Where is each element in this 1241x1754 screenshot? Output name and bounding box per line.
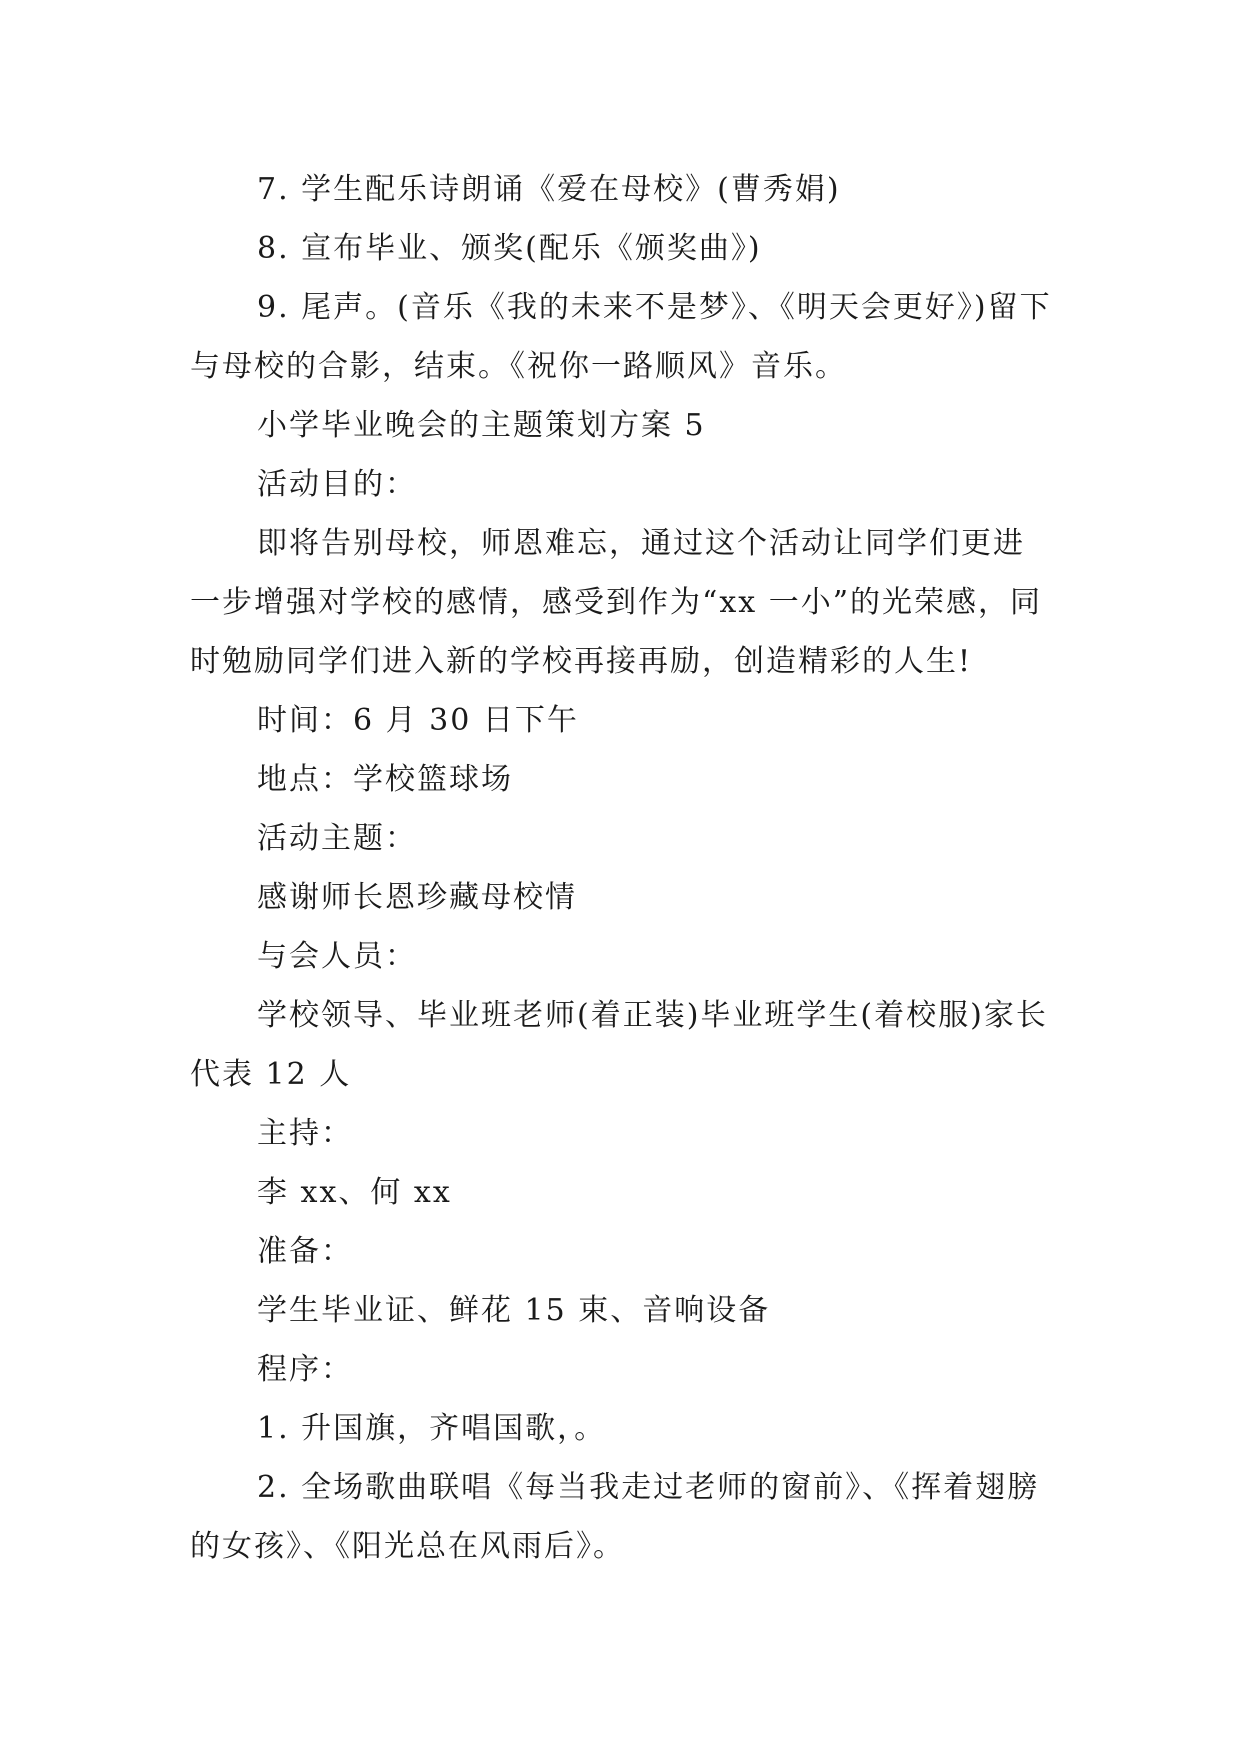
host-label: 主持： xyxy=(257,1116,353,1151)
preparation-text: 学生毕业证、鲜花 15 束、音响设备 xyxy=(257,1293,771,1328)
procedure-label: 程序： xyxy=(257,1352,353,1387)
attendees-text: 学校领导、毕业班老师(着正装)毕业班学生(着校服)家长代表 12 人 xyxy=(190,998,1048,1092)
paragraph-item-9: 9. 尾声。(音乐《我的未来不是梦》、《明天会更好》)留下与母校的合影，结束。《祝你一路顺风》音乐。 xyxy=(190,290,1052,384)
paragraph-item-8: 8. 宣布毕业、颁奖(配乐《颁奖曲》) xyxy=(257,231,762,266)
purpose-label: 活动目的： xyxy=(257,467,417,502)
section-heading: 小学毕业晚会的主题策划方案 5 xyxy=(257,408,706,443)
host-text: 李 xx、何 xx xyxy=(257,1175,452,1210)
location-text: 地点：学校篮球场 xyxy=(257,762,513,797)
time-text: 时间：6 月 30 日下午 xyxy=(257,703,579,738)
attendees-label: 与会人员： xyxy=(257,939,417,974)
procedure-item-2: 2. 全场歌曲联唱《每当我走过老师的窗前》、《挥着翅膀的女孩》、《阳光总在风雨后》。 xyxy=(190,1470,1040,1564)
purpose-text: 即将告别母校，师恩难忘，通过这个活动让同学们更进一步增强对学校的感情，感受到作为“xx 一小”的光荣感，同时勉励同学们进入新的学校再接再励，创造精彩的人生! xyxy=(190,526,1043,679)
theme-text: 感谢师长恩珍藏母校情 xyxy=(257,880,577,915)
theme-label: 活动主题： xyxy=(257,821,417,856)
preparation-label: 准备： xyxy=(257,1234,353,1269)
document-body xyxy=(190,160,1052,1576)
paragraph-item-7: 7. 学生配乐诗朗诵《爱在母校》(曹秀娟) xyxy=(257,172,841,207)
procedure-item-1: 1. 升国旗，齐唱国歌，。 xyxy=(257,1411,607,1446)
